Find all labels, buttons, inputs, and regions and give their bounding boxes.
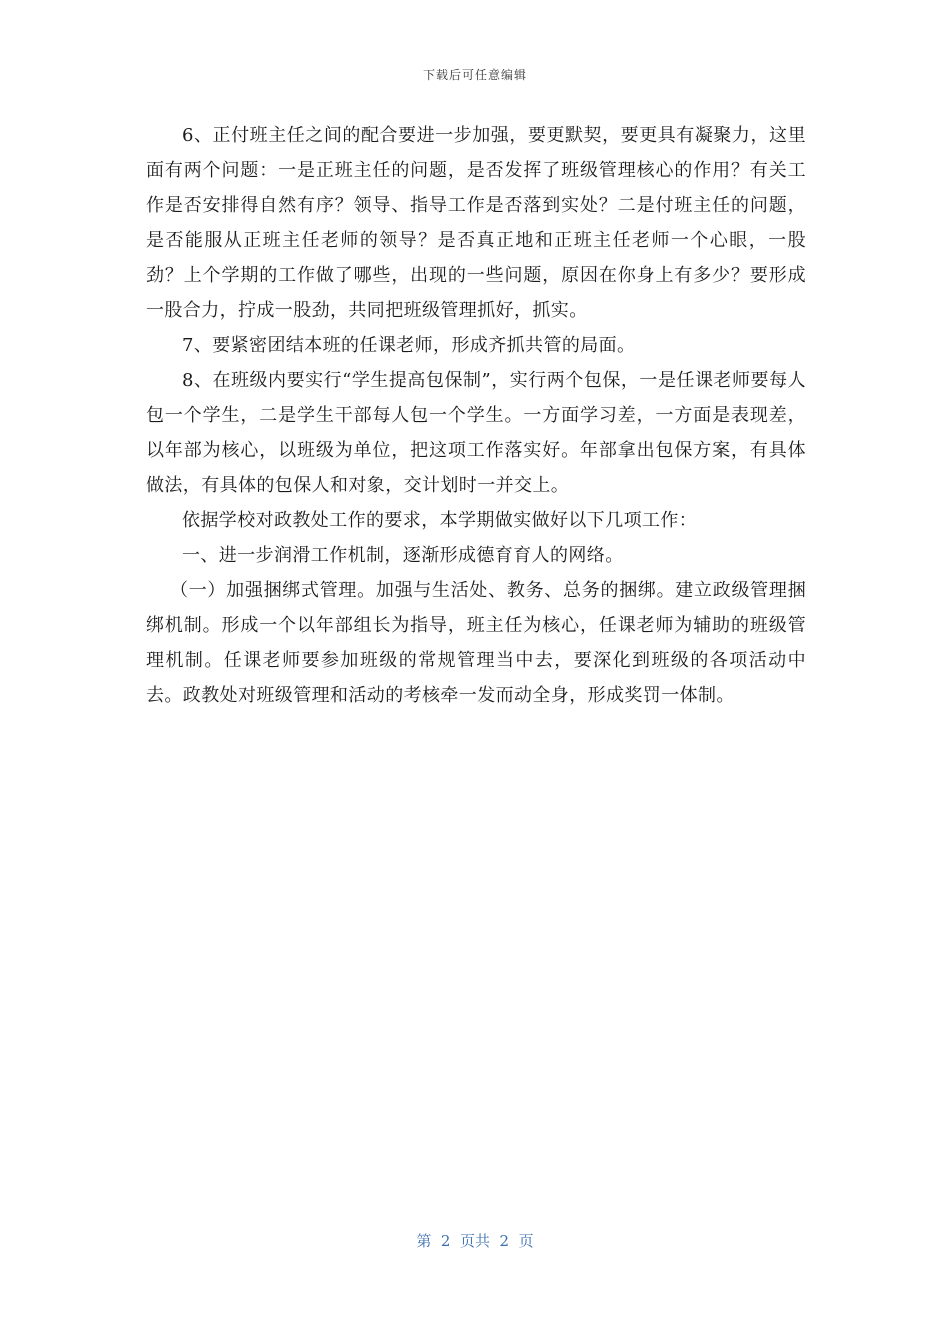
- paragraph-intro: 依据学校对政教处工作的要求，本学期做实做好以下几项工作：: [182, 510, 698, 531]
- page-number-footer: 第 2 页共 2 页: [416, 1232, 534, 1250]
- section-heading-1: 一、进一步润滑工作机制，逐渐形成德育育人的网络。: [182, 545, 624, 566]
- document-body: [146, 118, 806, 713]
- paragraph-item-6: 6、正付班主任之间的配合要进一步加强，要更默契，要更具有凝聚力，这里面有两个问题：一是正班主任的问题，是否发挥了班级管理核心的作用？有关工作是否安排得自然有序？领导、指导工作是否落到实处？二是付班主任的问题，是否能服从正班主任老师的领导？是否真正地和正班主任老师一个心眼，一股劲？上个学期的工作做了哪些，出现的一些问题，原因在你身上有多少？要形成一股合力，拧成一股劲，共同把班级管理抓好，抓实。: [146, 125, 806, 321]
- paragraph-item-8: 8、在班级内要实行“学生提高包保制”，实行两个包保，一是任课老师要每人包一个学生，二是学生干部每人包一个学生。一方面学习差，一方面是表现差，以年部为核心，以班级为单位，把这项工作落实好。年部拿出包保方案，有具体做法，有具体的包保人和对象，交计划时一并交上。: [146, 370, 806, 496]
- paragraph-item-7: 7、要紧密团结本班的任课老师，形成齐抓共管的局面。: [182, 335, 636, 356]
- header-note: 下载后可任意编辑: [422, 68, 527, 82]
- subsection-paragraph-1: （一）加强捆绑式管理。加强与生活处、教务、总务的捆绑。建立政级管理捆绑机制。形成一个以年部组长为指导，班主任为核心，任课老师为辅助的班级管理机制。任课老师要参加班级的常规管理当中去，要深化到班级的各项活动中去。政教处对班级管理和活动的考核牵一发而动全身，形成奖罚一体制。: [146, 580, 806, 706]
